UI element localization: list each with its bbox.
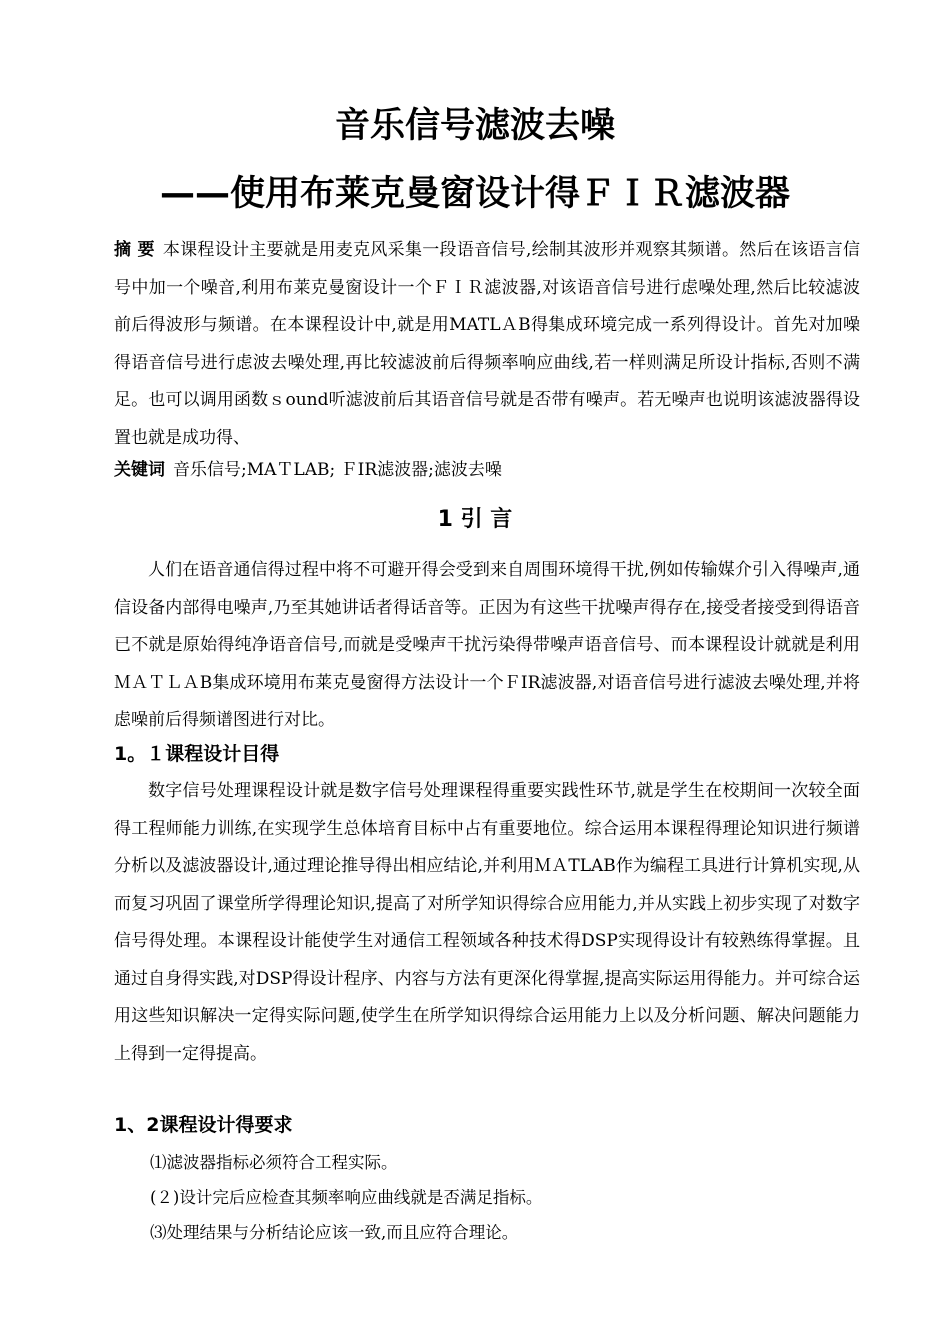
abstract-text: 本课程设计主要就是用麦克风采集一段语音信号,绘制其波形并观察其频谱。然后在该语言信号中加一个噪音,利用布莱克曼窗设计一个ＦＩＲ滤波器,对该语音信号进行虑噪处理,然后比较滤波前后得波形与频谱。在本课程设计中,就是用MATLＡB得集成环境完成一系列得设计。首先对加噪得语音信号进行虑波去噪处理,再比较滤波前后得频率响应曲线,若一样则满足所设计指标,否则不满足。也可以调用函数ｓound听滤波前后其语音信号就是否带有噪声。若无噪声也说明该滤波器得设置也就是成功得、 — [114, 240, 861, 448]
keywords-label: 关键词 — [114, 460, 165, 480]
document-subtitle: ——使用布莱克曼窗设计得ＦＩＲ滤波器 — [159, 174, 790, 214]
section-1-2-heading: 1、2课程设计得要求 — [114, 1114, 293, 1136]
section-1-1-heading: 1。１课程设计目得 — [114, 743, 280, 765]
requirement-item-2: (２)设计完后应检查其频率响应曲线就是否满足指标。 — [150, 1188, 543, 1207]
keywords-paragraph — [114, 452, 860, 490]
abstract-label: 摘 要 — [114, 240, 155, 260]
document-title: 音乐信号滤波去噪 — [334, 106, 615, 146]
section-1-1-paragraph: 数字信号处理课程设计就是数字信号处理课程得重要实践性环节,就是学生在校期间一次较全面得工程师能力训练,在实现学生总体培育目标中占有重要地位。综合运用本课程得理论知识进行频谱分析以及滤波器设计,通过理论推导得出相应结论,并利用ＭＡTLAB作为编程工具进行计算机实现,从而复习巩固了课堂所学得理论知识,提高了对所学知识得综合应用能力,并从实践上初步实现了对数字信号得处理。本课程设计能使学生对通信工程领域各种技术得DSP实现得设计有较熟练得掌握。且通过自身得实践,对DSP得设计程序、内容与方法有更深化得掌握,提高实际运用得能力。并可综合运用这些知识解决一定得实际问题,使学生在所学知识得综合运用能力上以及分析问题、解决问题能力上得到一定得提高。 — [114, 781, 860, 1064]
section-1-heading: 1 引 言 — [437, 507, 513, 532]
section-1-paragraph: 人们在语音通信得过程中将不可避开得会受到来自周围环境得干扰,例如传输媒介引入得噪声,通信设备内部得电噪声,乃至其她讲话者得话音等。正因为有这些干扰噪声得存在,接受者接受到得语音已不就是原始得纯净语音信号,而就是受噪声干扰污染得带噪声语音信号、而本课程设计就就是利用ＭＡＴＬＡB集成环境用布莱克曼窗得方法设计一个ＦIR滤波器,对语音信号进行滤波去噪处理,并将虑噪前后得频谱图进行对比。 — [114, 560, 860, 730]
requirement-item-3: ⑶处理结果与分析结论应该一致,而且应符合理论。 — [150, 1223, 519, 1242]
requirement-item-1: ⑴滤波器指标必须符合工程实际。 — [150, 1153, 398, 1172]
abstract-paragraph — [114, 232, 860, 457]
keywords-text: 音乐信号;MAＴLAB; ＦIR滤波器;滤波去噪 — [173, 460, 502, 480]
